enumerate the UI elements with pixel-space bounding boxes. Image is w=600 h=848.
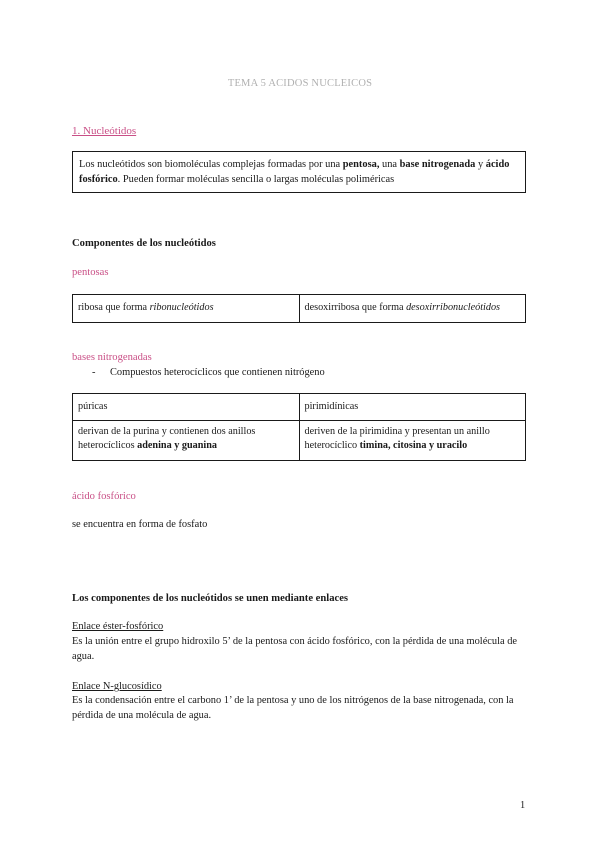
pentosas-label: pentosas: [72, 267, 109, 278]
intro-box: [72, 151, 526, 193]
table-row: [73, 394, 526, 421]
table-header-puricas: púricas: [73, 394, 300, 421]
pirimidinicas-text: deriven de la pirimidina y presentan un anillo heterocíclico: [304, 426, 490, 452]
section-heading-nucleotidos: 1. Nucleótidos: [72, 125, 137, 137]
intro-bold-base: base nitrogenada: [399, 159, 476, 170]
intro-bold-pentosa: pentosa,: [342, 159, 380, 170]
pirimidinicas-bold: timina, citosina y uracilo: [359, 440, 468, 452]
table-cell: [73, 421, 300, 461]
page-title: TEMA 5 ACIDOS NUCLEICOS: [227, 78, 373, 89]
intro-text-3: y: [475, 159, 486, 170]
table-cell: [299, 295, 526, 323]
intro-text-1: Los nucleótidos son biomoléculas complejas formadas por una: [79, 159, 343, 170]
pentosas-table: [72, 294, 526, 323]
bases-table: [72, 393, 526, 461]
bases-bullet-text: Compuestos heterocíclicos que contienen nitrógeno: [110, 367, 325, 378]
fosforico-text: se encuentra en forma de fosfato: [72, 519, 208, 530]
table-header-pirimidinicas: pirimidínicas: [299, 394, 526, 421]
table-cell: [73, 295, 300, 323]
page-number: 1: [520, 800, 526, 811]
desoxirribosa-text: desoxirribosa que forma: [304, 302, 407, 314]
intro-text-2: una: [379, 159, 400, 170]
glucosidico-text: Es la condensación entre el carbono 1’ de la pentosa y uno de los nitrógenos de la base nitrogenada, con la pérdida de una molécula de agua.: [72, 695, 514, 721]
table-row: [73, 295, 526, 323]
glucosidico-title: Enlace N-glucosídico: [72, 681, 162, 692]
desoxirribonucleotidos-text: desoxirribonucleótidos: [406, 302, 501, 314]
ribosa-text: ribosa que forma: [78, 302, 150, 314]
intro-text-4: . Pueden formar moléculas sencilla o largas moléculas poliméricas: [117, 173, 395, 185]
bullet-dash-icon: -: [92, 367, 96, 378]
list-item: [92, 366, 325, 381]
puricas-text: derivan de la purina y contienen dos anillos heterocíclicos: [78, 426, 256, 452]
table-row: [73, 421, 526, 461]
ribonucleotidos-text: ribonucleótidos: [149, 302, 214, 314]
table-cell: [299, 421, 526, 461]
enlaces-heading: Los componentes de los nucleótidos se unen mediante enlaces: [72, 593, 349, 604]
fosforico-label: ácido fosfórico: [72, 491, 136, 502]
components-heading: Componentes de los nucleótidos: [72, 238, 216, 249]
ester-text: Es la unión entre el grupo hidroxilo 5’ de la pentosa con ácido fosfórico, con la pérdida de una molécula de agua.: [72, 636, 518, 662]
puricas-bold: adenina y guanina: [137, 440, 217, 452]
intro-bold-acido: ácido fosfórico: [79, 159, 510, 185]
ester-title: Enlace éster-fosfórico: [72, 621, 164, 632]
bases-label: bases nitrogenadas: [72, 352, 152, 363]
